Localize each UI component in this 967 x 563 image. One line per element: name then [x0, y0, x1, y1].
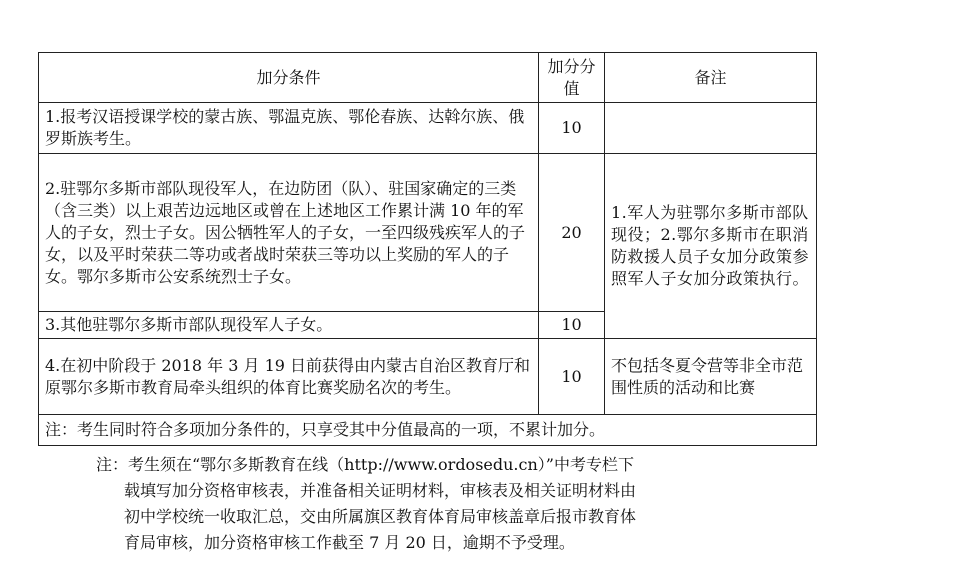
- row-1-score: 10: [539, 103, 605, 154]
- footnote-line-3: 初中学校统一收取汇总，交由所属旗区教育体育局审核盖章后报市教育体: [124, 507, 637, 526]
- bonus-points-table: [38, 52, 817, 446]
- row-2-score: 20: [539, 154, 605, 312]
- row-4-remark: 不包括冬夏令营等非全市范围性质的活动和比赛: [605, 339, 817, 415]
- footnote-line-4: 育局审核，加分资格审核工作截至 7 月 20 日，逾期不予受理。: [124, 533, 575, 552]
- table-note: 注：考生同时符合多项加分条件的，只享受其中分值最高的一项，不累计加分。: [39, 415, 817, 446]
- table-header-row: [39, 53, 817, 103]
- row-4-score: 10: [539, 339, 605, 415]
- row-1-remark: [605, 103, 817, 154]
- row-3-condition: 3.其他驻鄂尔多斯市部队现役军人子女。: [39, 312, 539, 339]
- row-4-condition: 4.在初中阶段于 2018 年 3 月 19 日前获得由内蒙古自治区教育厅和原鄂尔多斯市教育局牵头组织的体育比赛奖励名次的考生。: [39, 339, 539, 415]
- row-2-3-remark: 1.军人为驻鄂尔多斯市部队现役；2.鄂尔多斯市在职消防救援人员子女加分政策参照军人子女加分政策执行。: [605, 154, 817, 339]
- table-row: [39, 154, 817, 312]
- header-condition: 加分条件: [39, 53, 539, 103]
- footnote-line-2: 载填写加分资格审核表，并准备相关证明材料，审核表及相关证明材料由: [124, 481, 637, 500]
- footnote: [96, 452, 776, 556]
- footnote-line-1: 注：考生须在“鄂尔多斯教育在线（http://www.ordosedu.cn）”中考专栏下: [96, 455, 634, 474]
- row-1-condition: 1.报考汉语授课学校的蒙古族、鄂温克族、鄂伦春族、达斡尔族、俄罗斯族考生。: [39, 103, 539, 154]
- table-row: [39, 103, 817, 154]
- table-note-row: [39, 415, 817, 446]
- header-score: 加分分值: [539, 53, 605, 103]
- table-row: [39, 339, 817, 415]
- row-3-score: 10: [539, 312, 605, 339]
- row-2-condition: 2.驻鄂尔多斯市部队现役军人，在边防团（队）、驻国家确定的三类（含三类）以上艰苦边远地区或曾在上述地区工作累计满 10 年的军人的子女，烈士子女。因公牺牲军人的子女，一至四级残疾军人的子女，以及平时荣获二等功或者战时荣获三等功以上奖励的军人的子女。鄂尔多斯市公安系统烈士子女。: [39, 154, 539, 312]
- header-remark: 备注: [605, 53, 817, 103]
